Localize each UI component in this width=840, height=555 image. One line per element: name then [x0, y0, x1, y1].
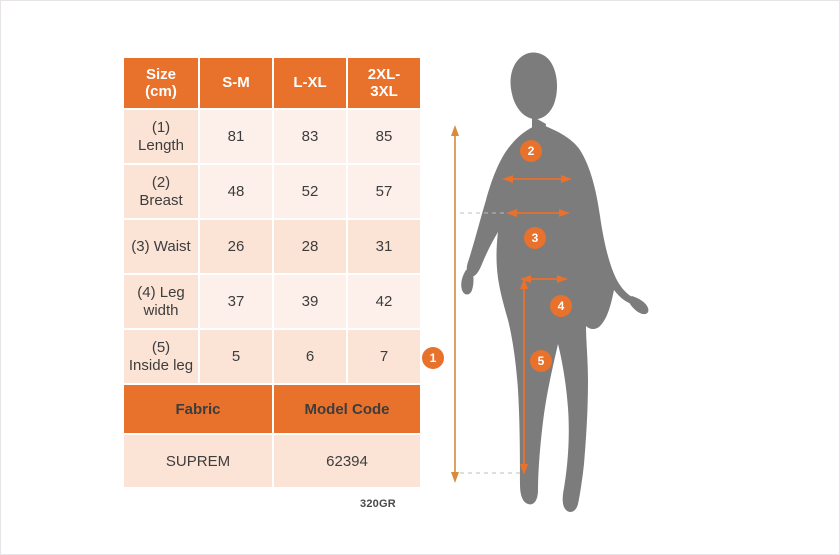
table-body [123, 109, 421, 488]
measurement-figure [420, 20, 820, 530]
row-label-num: (3) Waist [131, 237, 191, 255]
measurement-badge-5: 5 [530, 350, 552, 372]
cell-waist-lxl: 28 [273, 219, 347, 274]
row-label-inside-leg [123, 329, 199, 384]
header-2xl-line2: 3XL [370, 83, 398, 100]
header-size-2xl3xl [347, 57, 421, 109]
female-body-silhouette [461, 53, 648, 512]
table-header-row [123, 57, 421, 109]
measure-arrow-1-length [451, 125, 459, 483]
cell-breast-lxl: 52 [273, 164, 347, 219]
cell-waist-2xl3xl: 31 [347, 219, 421, 274]
row-label-num: (1) [151, 118, 171, 136]
cell-insideleg-lxl: 6 [273, 329, 347, 384]
cell-insideleg-sm: 5 [199, 329, 273, 384]
row-label-text: width [143, 301, 179, 319]
header-2xl-line1: 2XL- [367, 65, 401, 83]
row-label-num: (4) Leg [137, 283, 185, 301]
table-footer-value-row [123, 434, 421, 488]
cell-legwidth-sm: 37 [199, 274, 273, 329]
table-footer-header-row [123, 384, 421, 434]
header-size [123, 57, 199, 109]
cell-breast-sm: 48 [199, 164, 273, 219]
row-label-text: Length [138, 136, 184, 154]
size-table [122, 56, 422, 489]
table-row [123, 274, 421, 329]
cell-length-lxl: 83 [273, 109, 347, 164]
row-label-num: (5) [151, 338, 171, 356]
cell-legwidth-lxl: 39 [273, 274, 347, 329]
row-label-waist [123, 219, 199, 274]
header-size-sm: S-M [199, 57, 273, 109]
footer-value-fabric: SUPREM [123, 434, 273, 488]
cell-length-2xl3xl: 85 [347, 109, 421, 164]
footer-value-model-code: 62394 [273, 434, 421, 488]
footer-header-fabric: Fabric [123, 384, 273, 434]
body-silhouette-svg [420, 20, 820, 530]
table-row [123, 164, 421, 219]
cell-insideleg-2xl3xl: 7 [347, 329, 421, 384]
cell-breast-2xl3xl: 57 [347, 164, 421, 219]
row-label-text: Inside leg [128, 356, 194, 374]
row-label-text: Breast [139, 191, 183, 209]
header-size-lxl: L-XL [273, 57, 347, 109]
fabric-weight-note: 320GR [360, 498, 396, 510]
cell-legwidth-2xl3xl: 42 [347, 274, 421, 329]
cell-length-sm: 81 [199, 109, 273, 164]
row-label-leg-width [123, 274, 199, 329]
footer-header-model-code: Model Code [273, 384, 421, 434]
table-header [123, 57, 421, 109]
cell-waist-sm: 26 [199, 219, 273, 274]
measurement-badge-1: 1 [422, 347, 444, 369]
measurement-badge-4: 4 [550, 295, 572, 317]
table-row [123, 219, 421, 274]
header-size-line1: Size [145, 65, 176, 83]
measurement-badge-2: 2 [520, 140, 542, 162]
header-size-line2: (cm) [145, 83, 177, 100]
row-label-length [123, 109, 199, 164]
row-label-num: (2) [151, 173, 171, 191]
measurement-badge-3: 3 [524, 227, 546, 249]
row-label-breast [123, 164, 199, 219]
table-row [123, 329, 421, 384]
table-row [123, 109, 421, 164]
